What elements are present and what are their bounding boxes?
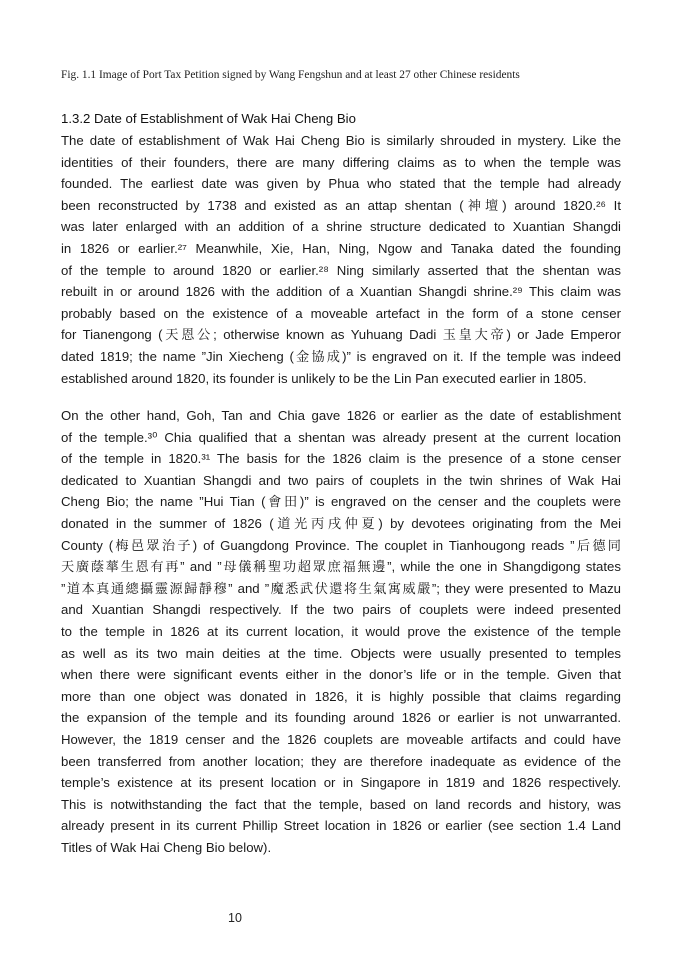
paragraph-line: Titles of Wak Hai Cheng Bio below). — [61, 839, 272, 855]
paragraph-line: This is notwithstanding the fact that the temple, based on land records and history, was — [61, 796, 621, 812]
paragraph-line: of the temple.³⁰ Chia qualified that a shentan was already present at the current location — [61, 429, 621, 445]
paragraph-line: and Xuantian Shangdi respectively. If the two pairs of couplets were indeed presented — [61, 602, 621, 618]
paragraph-line: dated 1819; the name ”Jin Xiecheng (金協成)” is engraved on it. If the temple was indeed — [61, 348, 621, 364]
paragraph-line: as well as its two main deities at the time. Objects were usually presented to temples — [61, 645, 621, 661]
paragraph-line: for Tianengong (天恩公; otherwise known as Yuhuang Dadi 玉皇大帝) or Jade Emperor — [61, 327, 621, 343]
paragraph-line: 天廣蔭蕐生恩有再” and ”母儀稱聖功超眾庶福無邊”, while the one in Shangdigong states — [61, 559, 621, 575]
figure-caption: Fig. 1.1 Image of Port Tax Petition signed by Wang Fengshun and at least 27 other Chinese residents — [61, 69, 520, 81]
paragraph-line: rebuilt in or around 1826 with the addition of a Xuantian Shangdi shrine.²⁹ This claim was — [61, 284, 621, 300]
paragraph-line: However, the 1819 censer and the 1826 couplets are moveable artifacts and could have — [61, 731, 621, 747]
paragraph-line: been reconstructed by 1738 and existed as an attap shentan (神壇) around 1820.²⁶ It — [61, 197, 621, 213]
paragraph-line: of the temple in 1820.³¹ The basis for the 1826 claim is the presence of a stone censer — [61, 451, 621, 467]
paragraph-line: in 1826 or earlier.²⁷ Meanwhile, Xie, Han, Ning, Ngow and Tanaka dated the founding — [61, 240, 621, 256]
paragraph-line: been transferred from another location; they are therefore inadequate as evidence of the — [61, 753, 621, 769]
paragraph-line: On the other hand, Goh, Tan and Chia gave 1826 or earlier as the date of establishment — [61, 408, 621, 423]
paragraph-line: County (梅邑眾治子) of Guangdong Province. The couplet in Tianhougong reads ”后德同 — [61, 537, 621, 553]
paragraph-line: already present in its current Phillip Street location in 1826 or earlier (see section 1.4 Land — [61, 818, 621, 834]
paragraph-1 — [61, 130, 621, 389]
section-heading: 1.3.2 Date of Establishment of Wak Hai Cheng Bio — [61, 111, 356, 126]
paragraph-line: donated in the summer of 1826 (道光丙戌仲夏) by devotees originating from the Mei — [61, 515, 621, 531]
paragraph-2 — [61, 405, 621, 858]
paragraph-line: Cheng Bio; the name ”Hui Tian (會田)” is engraved on the censer and the couplets were — [61, 494, 621, 510]
paragraph-line: identities of their founders, there are many differing claims as to when the temple was — [61, 154, 621, 170]
paragraph-line: temple’s existence at its present location or in Singapore in 1819 and 1826 respectively. — [61, 775, 621, 791]
paragraph-line: dedicated to Xuantian Shangdi and two pairs of couplets in the twin shrines of Wak Hai — [61, 472, 621, 488]
paragraph-line: when there were significant events either in the donor’s life or in the temple. Given that — [61, 667, 621, 683]
paragraph-line: of the temple to around 1820 or earlier.²⁸ Ning similarly asserted that the shentan was — [61, 262, 621, 278]
paragraph-line: The date of establishment of Wak Hai Cheng Bio is similarly shrouded in mystery. Like the — [61, 133, 621, 148]
paragraph-line: ”道本真通總攝靈源歸靜穆” and ”魔悉武伏還将生氣寓威嚴”; they were presented to Mazu — [61, 580, 621, 596]
page-number: 10 — [228, 911, 242, 925]
paragraph-line: the expansion of the temple and its founding around 1826 or earlier is not unwarranted. — [61, 710, 621, 726]
paragraph-line: founded. The earliest date was given by Phua who stated that the temple had already — [61, 176, 621, 192]
paragraph-line: more than one object was donated in 1826, it is highly possible that claims regarding — [61, 688, 621, 704]
paragraph-line: to the temple in 1826 at its current location, it would prove the existence of the temple — [61, 623, 621, 639]
paragraph-line: probably based on the existence of a moveable artefact in the form of a stone censer — [61, 305, 621, 321]
paragraph-line: was later enlarged with an addition of a shrine structure dedicated to Xuantian Shangdi — [61, 219, 621, 235]
paragraph-line: established around 1820, its founder is unlikely to be the Lin Pan executed earlier in 1805. — [61, 370, 587, 386]
page-number-container — [0, 911, 470, 925]
